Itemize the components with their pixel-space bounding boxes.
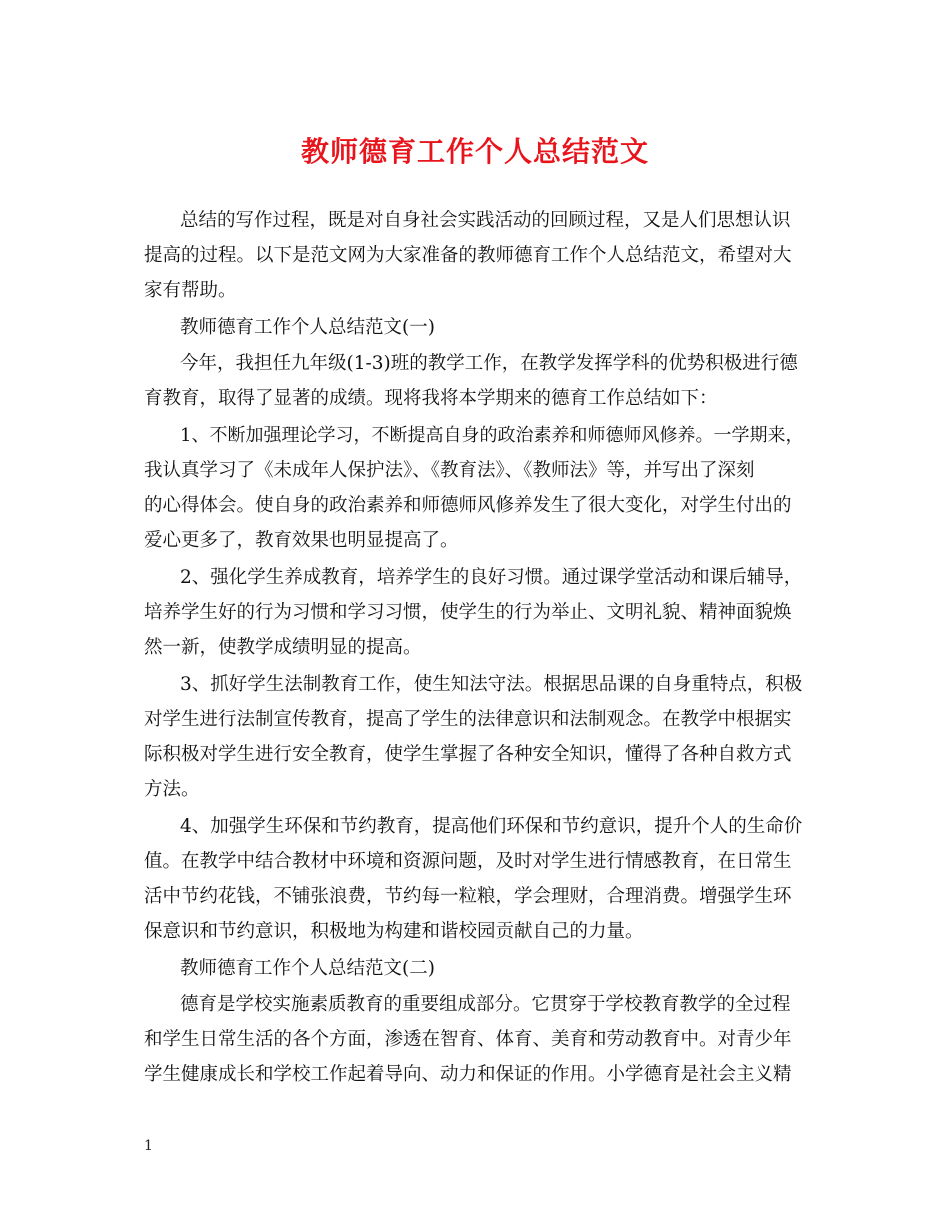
paragraph-line: 提高的过程。以下是范文网为大家准备的教师德育工作个人总结范文，希望对大: [144, 245, 792, 266]
paragraph-line: 值。在教学中结合教材中环境和资源问题，及时对学生进行情感教育，在日常生: [144, 851, 792, 872]
paragraph-line: 方法。: [144, 779, 200, 800]
paragraph-line: 培养学生好的行为习惯和学习习惯，使学生的行为举止、文明礼貌、精神面貌焕: [144, 602, 792, 623]
paragraph-line: 今年，我担任九年级(1-3)班的教学工作，在教学发挥学科的优势积极进行德: [180, 353, 798, 374]
paragraph-line: 的心得体会。使自身的政治素养和师德师风修养发生了很大变化，对学生付出的: [144, 495, 792, 516]
section-heading: 教师德育工作个人总结范文(一): [180, 317, 435, 338]
paragraph-line: 1、不断加强理论学习，不断提高自身的政治素养和师德师风修养。一学期来，: [180, 425, 804, 446]
paragraph-line: 对学生进行法制宣传教育，提高了学生的法律意识和法制观念。在教学中根据实: [144, 709, 792, 730]
paragraph-line: 际积极对学生进行安全教育，使学生掌握了各种安全知识，懂得了各种自救方式: [144, 744, 792, 765]
paragraph-line: 4、加强学生环保和节约教育，提高他们环保和节约意识，提升个人的生命价: [180, 816, 803, 837]
paragraph-line: 2、强化学生养成教育，培养学生的良好习惯。通过课学堂活动和课后辅导，: [180, 567, 803, 588]
paragraph-line: 德育是学校实施素质教育的重要组成部分。它贯穿于学校教育教学的全过程: [180, 994, 791, 1015]
paragraph-line: 家有帮助。: [144, 280, 237, 301]
section-heading: 教师德育工作个人总结范文(二): [180, 958, 435, 979]
paragraph-line: 我认真学习了《未成年人保护法》、《教育法》、《教师法》等，并写出了深刻: [144, 460, 755, 481]
paragraph-line: 总结的写作过程，既是对自身社会实践活动的回顾过程，又是人们思想认识: [180, 210, 791, 231]
page-number: 1: [144, 1138, 153, 1154]
paragraph-line: 学生健康成长和学校工作起着导向、动力和保证的作用。小学德育是社会主义精: [144, 1064, 792, 1085]
document-title: 教师德育工作个人总结范文: [300, 135, 649, 168]
paragraph-line: 和学生日常生活的各个方面，渗透在智育、体育、美育和劳动教育中。对青少年: [144, 1029, 792, 1050]
paragraph-line: 爱心更多了，教育效果也明显提高了。: [144, 530, 459, 551]
paragraph-line: 育教育，取得了显著的成绩。现将我将本学期来的德育工作总结如下：: [144, 388, 718, 409]
paragraph-line: 3、抓好学生法制教育工作，使生知法守法。根据思品课的自身重特点，积极: [180, 674, 803, 695]
paragraph-line: 然一新，使教学成绩明显的提高。: [144, 637, 422, 658]
paragraph-line: 活中节约花钱，不铺张浪费，节约每一粒粮，学会理财，合理消费。增强学生环: [144, 886, 792, 907]
paragraph-line: 保意识和节约意识，积极地为构建和谐校园贡献自己的力量。: [144, 921, 644, 942]
